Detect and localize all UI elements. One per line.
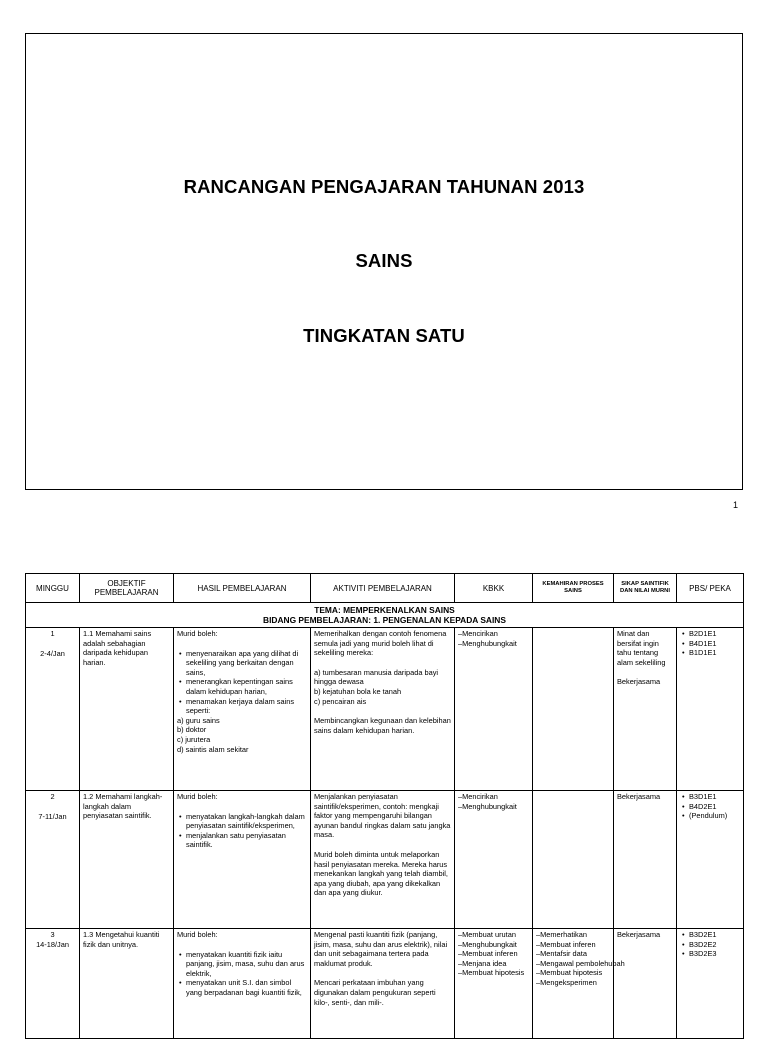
outcome-item: • menyatakan langkah-langkah dalam penyiasatan saintifik/eksperimen, — [186, 812, 307, 831]
pbs-item: • B3D2E3 — [689, 949, 740, 959]
kps-item: –Memerhatikan — [536, 930, 587, 939]
week-dates: 7-11/Jan — [38, 811, 67, 821]
pbs-item: • (Pendulum) — [689, 811, 740, 821]
outcome-item: • menerangkan kepentingan sains dalam kehidupan harian, — [186, 677, 307, 696]
sikap-cell — [614, 929, 677, 1039]
sikap-item: Bekerjasama — [617, 677, 661, 687]
outcome-subitem: d) saintis alam sekitar — [177, 744, 249, 754]
theme-cell — [26, 603, 744, 628]
kbkk-item: –Membuat hipotesis — [458, 968, 525, 978]
activity-subitem: a) tumbesaran manusia daripada bayi hingga dewasa — [314, 667, 439, 687]
pbs-item: • B3D1E1 — [689, 792, 740, 802]
level-title: TINGKATAN SATU — [303, 325, 465, 346]
pbs-item: • B3D2E2 — [689, 940, 740, 950]
activity-cell — [311, 791, 455, 929]
header-kbkk: KBKK — [455, 574, 533, 603]
objective-cell: 1.1 Memahami sains adalah sebahagian daripada kehidupan harian. — [80, 628, 174, 791]
pbs-cell — [677, 929, 744, 1039]
outcome-item: • menyatakan kuantiti fizik iaitu panjang, jisim, masa, suhu dan arus elektrik, — [186, 950, 307, 979]
table-row — [26, 628, 744, 791]
header-minggu: MINGGU — [26, 574, 80, 603]
header-sikap: SIKAP SAINTIFIK DAN NILAI MURNI — [614, 574, 677, 603]
activity-text: Menjalankan penyiasatan saintifik/eksperimen, contoh: mengkaji faktor yang mempengaruhi bilangan ayunan bandul ringkas dalam satu jangka masa. — [314, 792, 451, 840]
activity-cell — [311, 628, 455, 791]
table-row — [26, 791, 744, 929]
kbkk-cell — [455, 791, 533, 929]
week-cell — [26, 791, 80, 929]
kps-cell — [533, 791, 614, 929]
kbkk-cell — [455, 628, 533, 791]
activity-subitem: c) pencairan ais — [314, 696, 367, 706]
activity-subitem: b) kejatuhan bola ke tanah — [314, 686, 402, 696]
week-dates: 14-18/Jan — [36, 939, 69, 949]
kbkk-item: –Membuat inferen — [458, 949, 518, 959]
sikap-item: Minat dan bersifat ingin tahu tentang alam sekeliling — [617, 629, 666, 667]
table-row — [26, 929, 744, 1039]
page-number: 1 — [733, 500, 739, 510]
kbkk-item: –Menjana idea — [458, 958, 507, 968]
subject-title: SAINS — [355, 250, 413, 271]
pbs-item: • B4D1E1 — [689, 639, 740, 649]
week-number: 3 — [50, 930, 55, 939]
header-kps: KEMAHIRAN PROSES SAINS — [533, 574, 614, 603]
kps-item: –Mentafsir data — [536, 949, 587, 959]
kbkk-item: –Mencirikan — [458, 629, 498, 638]
outcome-subitem: a) guru sains — [177, 715, 220, 725]
kbkk-item: –Membuat urutan — [458, 930, 516, 939]
week-number: 2 — [50, 792, 55, 801]
pbs-cell — [677, 791, 744, 929]
theme-title: TEMA: MEMPERKENALKAN SAINS — [314, 605, 455, 615]
kps-cell — [533, 929, 625, 1039]
lesson-plan-table — [25, 573, 744, 1039]
learning-area: BIDANG PEMBELAJARAN: 1. PENGENALAN KEPADA SAINS — [263, 615, 506, 625]
outcome-intro: Murid boleh: — [177, 930, 218, 939]
sikap-cell — [614, 628, 677, 791]
kps-item: –Membuat inferen — [536, 939, 596, 949]
pbs-item: • B3D2E1 — [689, 930, 740, 940]
header-pbs: PBS/ PEKA — [677, 574, 744, 603]
kps-item: –Mengawal pembolehubah — [536, 958, 625, 968]
outcome-cell — [174, 628, 311, 791]
activity-text: Membincangkan kegunaan dan kelebihan sains dalam kehidupan harian. — [314, 716, 451, 735]
kbkk-item: –Menghubungkait — [458, 638, 517, 648]
outcome-intro: Murid boleh: — [177, 629, 218, 638]
activity-text: Mengenal pasti kuantiti fizik (panjang, jisim, masa, suhu dan arus elektrik), nilai dan unit sebagaimana tertera pada maklumat produk. — [314, 930, 448, 968]
outcome-subitem: c) jurutera — [177, 734, 211, 744]
kbkk-cell — [455, 929, 533, 1039]
outcome-item: • menyenaraikan apa yang dilihat di sekeliling yang berkaitan dengan sains, — [186, 649, 307, 678]
outcome-item: • menamakan kerjaya dalam sains seperti: — [186, 697, 307, 716]
activity-text: Murid boleh diminta untuk melaporkan hasil penyiasatan mereka. Mereka harus menekankan langkah yang telah diambil, apa yang diubah, apa yang dikekalkan dan apa yang diukur. — [314, 849, 448, 898]
objective-cell: 1.3 Mengetahui kuantiti fizik dan unitnya. — [80, 929, 174, 1039]
activity-text: Memerihalkan dengan contoh fenomena semula jadi yang murid boleh lihat di sekeliling mereka: — [314, 629, 447, 658]
outcome-item: • menjalankan satu penyiasatan saintifik. — [186, 831, 307, 850]
week-cell — [26, 628, 80, 791]
activity-text: Mencari perkataan imbuhan yang digunakan dalam pengukuran seperti kilo-, senti-, dan mili-. — [314, 978, 436, 1007]
header-aktiviti: AKTIVITI PEMBELAJARAN — [311, 574, 455, 603]
week-cell — [26, 929, 80, 1039]
activity-cell — [311, 929, 455, 1039]
cover-box — [25, 33, 743, 490]
document-title: RANCANGAN PENGAJARAN TAHUNAN 2013 — [183, 176, 585, 197]
kbkk-item: –Mencirikan — [458, 792, 498, 801]
pbs-item: • B2D1E1 — [689, 629, 740, 639]
outcome-cell — [174, 791, 311, 929]
sikap-item: Bekerjasama — [617, 792, 661, 801]
header-hasil: HASIL PEMBELAJARAN — [174, 574, 311, 603]
kps-item: –Membuat hipotesis — [536, 968, 603, 978]
pbs-item: • B1D1E1 — [689, 648, 740, 658]
outcome-subitem: b) doktor — [177, 725, 207, 735]
sikap-item: Bekerjasama — [617, 930, 661, 939]
outcome-intro: Murid boleh: — [177, 792, 218, 801]
sikap-cell — [614, 791, 677, 929]
kps-item: –Mengeksperimen — [536, 977, 597, 987]
pbs-item: • B4D2E1 — [689, 802, 740, 812]
kps-cell — [533, 628, 614, 791]
kbkk-item: –Menghubungkait — [458, 801, 517, 811]
kbkk-item: –Menghubungkait — [458, 939, 517, 949]
pbs-cell — [677, 628, 744, 791]
header-objektif: OBJEKTIF PEMBELAJARAN — [80, 574, 174, 603]
outcome-item: • menyatakan unit S.I. dan simbol yang berpadanan bagi kuantiti fizik, — [186, 978, 307, 997]
table-header-row — [26, 574, 744, 603]
objective-cell: 1.2 Memahami langkah- langkah dalam penyiasatan saintifik. — [80, 791, 174, 929]
outcome-cell — [174, 929, 311, 1039]
week-number: 1 — [50, 629, 55, 638]
week-dates: 2-4/Jan — [40, 648, 65, 658]
